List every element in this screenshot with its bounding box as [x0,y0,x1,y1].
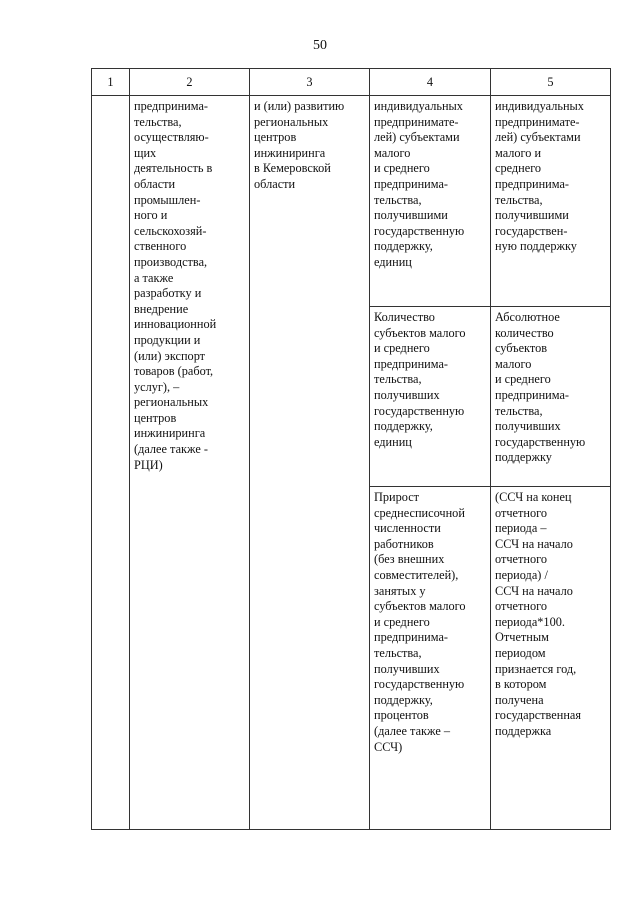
table-row [92,96,611,307]
table-header-row [92,69,611,96]
header-col-1: 1 [92,69,130,96]
cell-method-2: Абсолютное количество субъектов малого и среднего предпринима- тельства, получивших государственную поддержку [491,307,611,487]
header-col-3: 3 [250,69,370,96]
cell-purpose: и (или) развитию региональных центров инжиниринга в Кемеровской области [250,96,370,830]
cell-indicator-2: Количество субъектов малого и среднего предпринима- тельства, получивших государственную поддержку, единиц [370,307,491,487]
cell-method-3: (ССЧ на конец отчетного периода – ССЧ на начало отчетного периода) / ССЧ на начало отчетного периода*100. Отчетным периодом признается год, в котором получена государственная поддержка [491,487,611,830]
data-table [91,68,611,830]
cell-number [92,96,130,830]
page-number: 50 [313,38,327,53]
header-col-2: 2 [130,69,250,96]
header-col-5: 5 [491,69,611,96]
cell-method-1: индивидуальных предпринимате- лей) субъектами малого и среднего предпринима- тельства, получившими государствен- ную поддержку [491,96,611,307]
cell-indicator-3: Прирост среднесписочной численности работников (без внешних совместителей), занятых у субъектов малого и среднего предпринима- тельства, получивших государственную поддержку, процентов (далее также – ССЧ) [370,487,491,830]
cell-indicator-1: индивидуальных предпринимате- лей) субъектами малого и среднего предпринима- тельства, получившими государственную поддержку, единиц [370,96,491,307]
header-col-4: 4 [370,69,491,96]
cell-recipients: предпринима- тельства, осуществляю- щих деятельность в области промышлен- ного и сельскохозяй- ственного производства, а также разработку и внедрение инновационной продукции и (или) экспорт товаров (работ, услуг), – региональных центров инжиниринга (далее также - РЦИ) [130,96,250,830]
